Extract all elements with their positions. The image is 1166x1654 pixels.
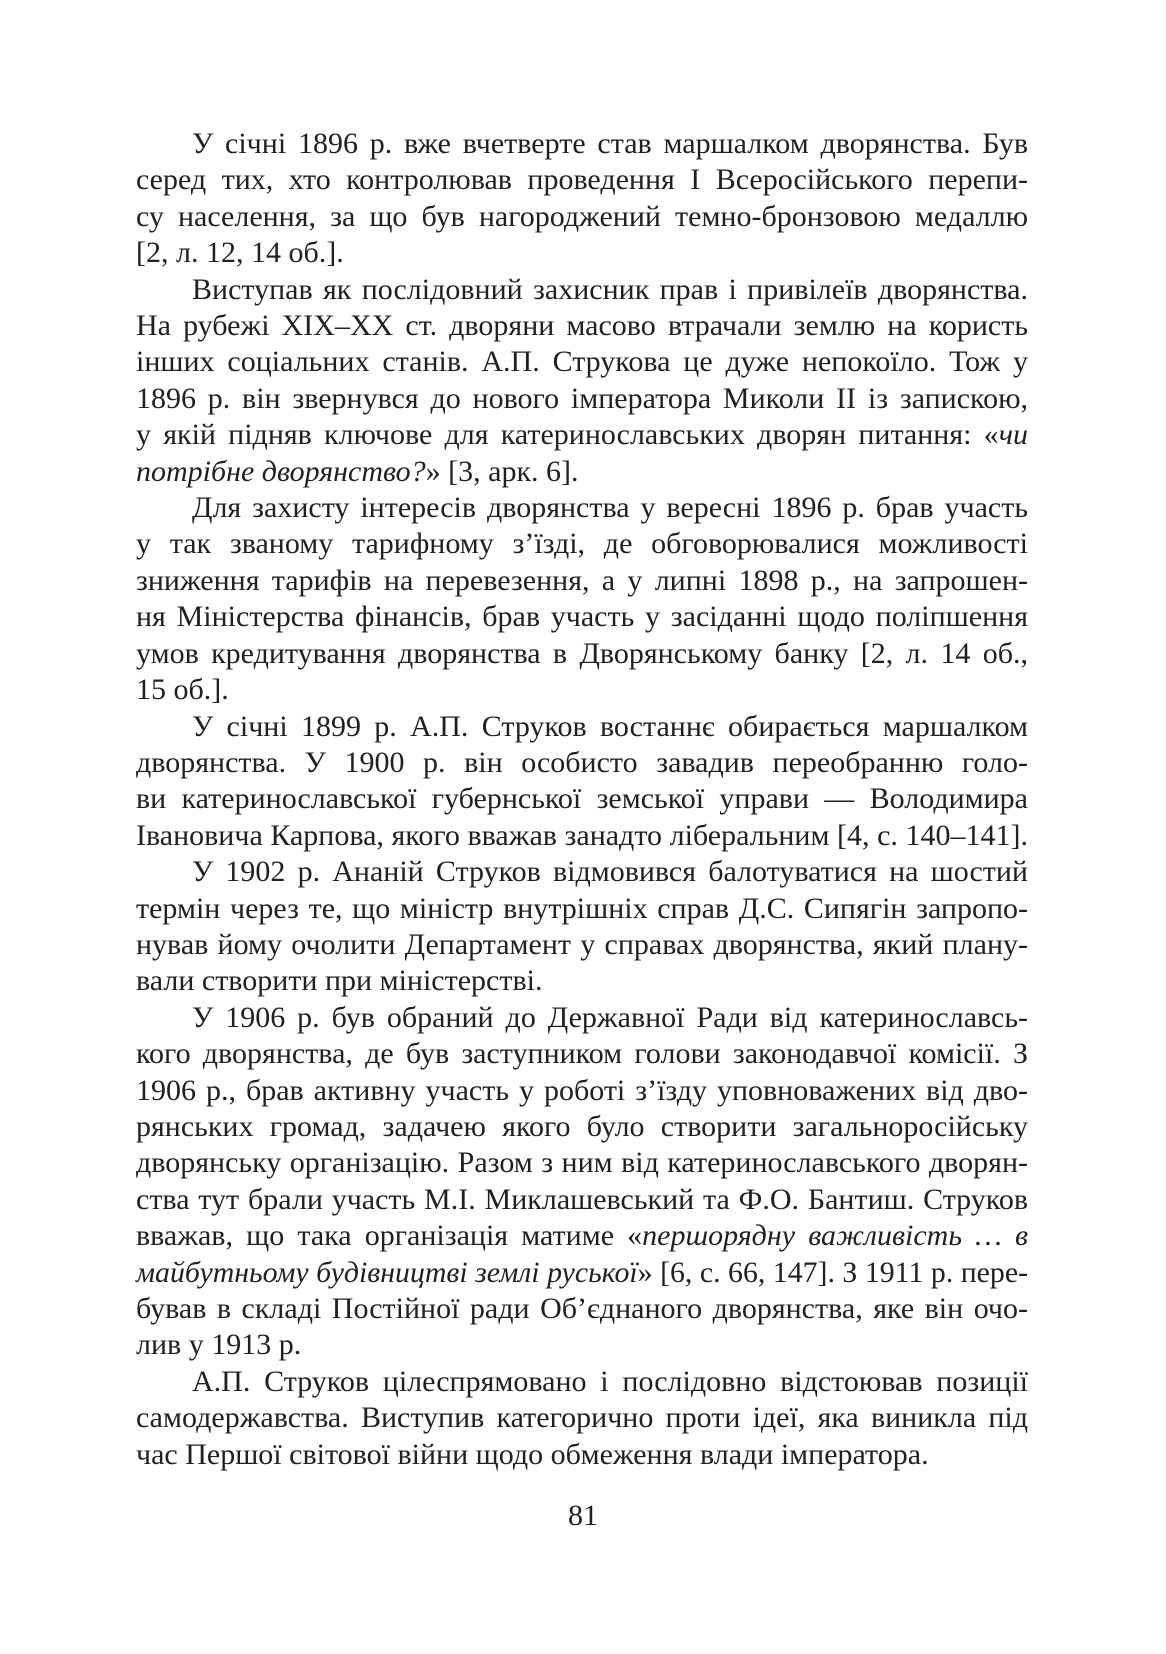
text-line: На рубежі ХІХ–ХХ ст. дворяни масово втрачали землю на користь [136, 309, 1028, 343]
text-line [136, 1218, 1028, 1254]
text-line: умов кредитування дворянства в Дворянському банку [2, л. 14 об., [136, 636, 1028, 670]
text-line: Івановича Карпова, якого вважав занадто ліберальним [4, с. 140–141]. [136, 818, 1028, 852]
text-line: У 1906 р. був обраний до Державної Ради від катеринославсь- [192, 1000, 1028, 1034]
text-line: Виступав як послідовний захисник прав і привілеїв дворянства. [192, 272, 1028, 306]
text-line: У 1902 р. Ананій Струков відмовився балотуватися на шостий [192, 855, 1028, 889]
text-segment: у якій підняв ключове для катеринославських дворян питання: « [136, 418, 999, 452]
text-line: 1906 р., брав активну участь у роботі з’їзду уповноважених від дво- [136, 1073, 1028, 1107]
text-line: У січні 1899 р. А.П. Струков востаннє обирається маршалком [192, 709, 1028, 743]
text-line: кого дворянства, де був заступником голови законодавчої комісії. З [136, 1037, 1028, 1071]
text-line: У січні 1896 р. вже вчетверте став маршалком дворянства. Був [192, 127, 1028, 160]
text-line: самодержавства. Виступив категорично проти ідеї, яка виникла під [136, 1401, 1028, 1435]
paragraph [136, 854, 1028, 1000]
text-segment: вважав, що така організація матиме « [136, 1219, 643, 1253]
text-line [136, 1255, 1028, 1291]
text-line: ства тут брали участь М.І. Миклашевський та Ф.О. Бантиш. Струков [136, 1182, 1028, 1216]
paragraph [136, 1000, 1028, 1364]
text-line: у так званому тарифному з’їзді, де обговорювалися можливості [136, 527, 1028, 561]
text-segment: » [3, арк. 6]. [425, 454, 579, 488]
paragraph [136, 490, 1028, 708]
body-text [136, 126, 1028, 1473]
italic-quote: чи [998, 418, 1028, 452]
text-line: ня Міністерства фінансів, брав участь у засіданні щодо поліпшення [136, 600, 1028, 634]
text-line: лив у 1913 р. [136, 1328, 302, 1362]
text-line: термін через те, що міністр внутрішніх справ Д.С. Сипягін запропо- [136, 891, 1028, 925]
text-line: серед тих, хто контролював проведення І Всеросійського перепи- [136, 163, 1028, 197]
paragraph [136, 1364, 1028, 1473]
italic-quote: першорядну важливість … в [642, 1219, 1028, 1253]
text-line: ви катеринославської губернської земської управи — Володимира [136, 782, 1028, 816]
text-line: [2, л. 12, 14 об.]. [136, 236, 344, 270]
text-line: дворянську організацію. Разом з ним від катеринославського дворян- [136, 1146, 1028, 1180]
text-line: дворянства. У 1900 р. він особисто завадив переобранню голо- [136, 745, 1028, 779]
text-line: 15 об.]. [136, 673, 229, 707]
text-line: А.П. Струков цілеспрямовано і послідовно відстоював позиції [192, 1364, 1028, 1398]
text-line [136, 454, 1028, 490]
text-line: рянських громад, задачею якого було створити загальноросійську [136, 1109, 1028, 1143]
page-number: 81 [568, 1499, 598, 1532]
text-line: бував в складі Постійної ради Об’єднаного дворянства, яке він очо- [136, 1292, 1028, 1325]
text-line: нував йому очолити Департамент у справах дворянства, який плану- [136, 927, 1028, 961]
text-line: час Першої світової війни щодо обмеження влади імператора. [136, 1437, 929, 1471]
text-line: зниження тарифів на перевезення, а у липні 1898 р., на запрошен- [136, 563, 1028, 597]
paragraph [136, 272, 1028, 490]
italic-quote: потрібне дворянство? [136, 454, 426, 488]
text-line: вали створити при міністерстві. [136, 964, 543, 998]
text-line: Для захисту інтересів дворянства у вересні 1896 р. брав участь [192, 491, 1028, 525]
paragraph [136, 709, 1028, 855]
text-line [136, 417, 1028, 453]
text-line: 1896 р. він звернувся до нового імператора Миколи ІІ із запискою, [136, 381, 1028, 415]
text-line: інших соціальних станів. А.П. Струкова це дуже непокоїло. Тож у [136, 345, 1028, 379]
text-line: су населення, за що був нагороджений темно-бронзовою медаллю [136, 199, 1028, 233]
text-segment: » [6, с. 66, 147]. З 1911 р. пере- [637, 1255, 1029, 1289]
paragraph [136, 126, 1028, 272]
italic-quote: майбутньому будівництві землі руської [136, 1255, 638, 1289]
